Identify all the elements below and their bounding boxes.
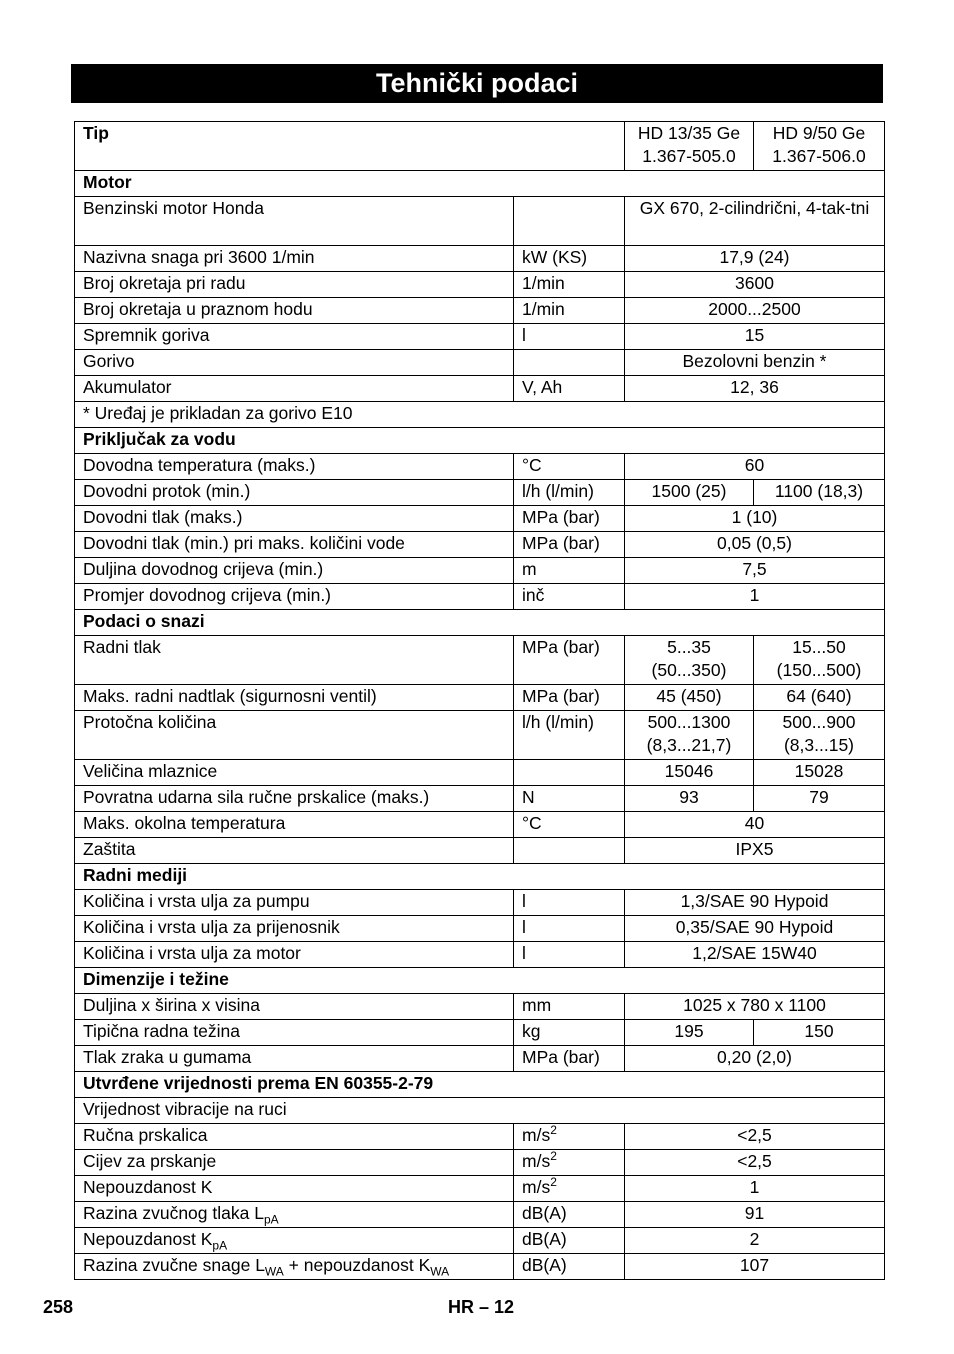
label-text: Povratna udarna sila ručne prskalice (maks.) (83, 787, 430, 807)
parameter-label (75, 636, 514, 685)
value-line-2: (50...350) (651, 660, 727, 680)
unit-text: m (522, 559, 537, 579)
unit-cell (514, 812, 625, 838)
label-text: Dovodna temperatura (maks.) (83, 455, 316, 475)
parameter-label (75, 454, 514, 480)
table-row (75, 1020, 885, 1046)
table-row (75, 916, 885, 942)
parameter-label (75, 1176, 514, 1202)
parameter-label (75, 272, 514, 298)
unit-text: l/h (l/min) (522, 481, 594, 501)
model-2-value (754, 685, 885, 711)
section-heading: Dimenzije i težine (75, 968, 885, 994)
section-footer: HR – 12 (448, 1297, 515, 1317)
label-text: Benzinski motor Honda (83, 198, 264, 218)
model-code-1: 1.367-505.0 (642, 146, 736, 166)
table-row (75, 532, 885, 558)
unit-superscript: 2 (550, 1149, 557, 1164)
table-row (75, 558, 885, 584)
shared-value: 91 (625, 1202, 885, 1228)
value-line: 15...50 (792, 637, 846, 657)
label-subscript: pA (263, 1212, 279, 1227)
parameter-label (75, 376, 514, 402)
label-text: Maks. okolna temperatura (83, 813, 286, 833)
label-text: Promjer dovodnog crijeva (min.) (83, 585, 332, 605)
table-row (75, 711, 885, 760)
table-row (75, 506, 885, 532)
table-row (75, 1176, 885, 1202)
value-line-2: (8,3...21,7) (646, 735, 732, 755)
unit-cell (514, 1202, 625, 1228)
section-heading: Utvrđene vrijednosti prema EN 60355-2-79 (75, 1072, 885, 1098)
model-1-value (625, 685, 754, 711)
table-row (75, 454, 885, 480)
table-row (75, 838, 885, 864)
value-line: 1500 (25) (651, 481, 727, 501)
unit-cell (514, 558, 625, 584)
parameter-label (75, 1202, 514, 1228)
section-heading: Podaci o snazi (75, 610, 885, 636)
parameter-label (75, 994, 514, 1020)
model-1-value (625, 480, 754, 506)
unit-text: dB(A) (522, 1203, 567, 1223)
unit-cell (514, 942, 625, 968)
shared-value: 0,20 (2,0) (625, 1046, 885, 1072)
type-label: Tip (75, 122, 625, 171)
unit-cell (514, 197, 625, 246)
shared-value: 40 (625, 812, 885, 838)
unit-text: kW (KS) (522, 247, 588, 267)
section-row (75, 968, 885, 994)
parameter-label (75, 838, 514, 864)
unit-text: 1/min (522, 299, 565, 319)
unit-text: N (522, 787, 535, 807)
unit-text: dB(A) (522, 1255, 567, 1275)
unit-text: m/s (522, 1151, 551, 1171)
parameter-label (75, 197, 514, 246)
label-text: Nepouzdanost K (83, 1177, 213, 1197)
parameter-label (75, 558, 514, 584)
unit-text: mm (522, 995, 552, 1015)
unit-text: kg (522, 1021, 541, 1041)
parameter-label (75, 942, 514, 968)
unit-cell (514, 838, 625, 864)
label-text: Duljina x širina x visina (83, 995, 261, 1015)
unit-cell (514, 685, 625, 711)
parameter-label (75, 1020, 514, 1046)
label-text: Količina i vrsta ulja za pumpu (83, 891, 310, 911)
model-2-value (754, 760, 885, 786)
label-text: Ručna prskalica (83, 1125, 208, 1145)
unit-cell (514, 246, 625, 272)
shared-value: 1 (625, 1176, 885, 1202)
label-text: Veličina mlaznice (83, 761, 218, 781)
unit-text: m/s (522, 1125, 551, 1145)
section-row (75, 864, 885, 890)
unit-cell (514, 916, 625, 942)
table-row (75, 890, 885, 916)
table-row (75, 812, 885, 838)
label-text: Nepouzdanost K (83, 1229, 213, 1249)
table-row (75, 1124, 885, 1150)
label-subscript: pA (212, 1238, 228, 1253)
shared-value: Bezolovni benzin * (625, 350, 885, 376)
parameter-label (75, 1254, 514, 1280)
unit-text: MPa (bar) (522, 686, 600, 706)
unit-cell (514, 1046, 625, 1072)
unit-text: l (522, 917, 526, 937)
table-row (75, 1228, 885, 1254)
shared-value: 3600 (625, 272, 885, 298)
shared-value: 2 (625, 1228, 885, 1254)
label-text: Dovodni tlak (maks.) (83, 507, 243, 527)
label-text: Protočna količina (83, 712, 217, 732)
parameter-label (75, 350, 514, 376)
model-2-value (754, 636, 885, 685)
shared-value: 60 (625, 454, 885, 480)
note-text: Vrijednost vibracije na ruci (75, 1098, 885, 1124)
model-1-value (625, 636, 754, 685)
model-name-2: HD 9/50 Ge (772, 123, 866, 143)
model-1-value (625, 711, 754, 760)
section-heading: Priključak za vodu (75, 428, 885, 454)
unit-text: m/s (522, 1177, 551, 1197)
table-row (75, 1202, 885, 1228)
model-2-value (754, 1020, 885, 1046)
unit-cell (514, 760, 625, 786)
parameter-label (75, 480, 514, 506)
shared-value: 0,05 (0,5) (625, 532, 885, 558)
page-number: 258 (43, 1297, 74, 1317)
shared-value: 1025 x 780 x 1100 (625, 994, 885, 1020)
label-text: Razina zvučne snage L (83, 1255, 265, 1275)
parameter-label (75, 324, 514, 350)
label-text: Količina i vrsta ulja za prijenosnik (83, 917, 340, 937)
unit-text: l (522, 325, 526, 345)
label-text: Maks. radni nadtlak (sigurnosni ventil) (83, 686, 377, 706)
unit-text: V, Ah (522, 377, 563, 397)
parameter-label (75, 298, 514, 324)
section-row (75, 1072, 885, 1098)
unit-text: MPa (bar) (522, 1047, 600, 1067)
unit-cell (514, 786, 625, 812)
table-row (75, 1046, 885, 1072)
table-row (75, 584, 885, 610)
unit-text: inč (522, 585, 545, 605)
label-text: Akumulator (83, 377, 172, 397)
unit-text: l/h (l/min) (522, 712, 594, 732)
table-row (75, 636, 885, 685)
unit-cell (514, 454, 625, 480)
label-text: Radni tlak (83, 637, 161, 657)
label-text: Nazivna snaga pri 3600 1/min (83, 247, 315, 267)
table-row (75, 1254, 885, 1280)
unit-text: °C (522, 813, 542, 833)
table-row (75, 480, 885, 506)
value-line: 500...1300 (647, 712, 731, 732)
shared-value: 1 (10) (625, 506, 885, 532)
model-name-1: HD 13/35 Ge (637, 123, 741, 143)
table-row (75, 197, 885, 246)
unit-text: l (522, 891, 526, 911)
unit-cell (514, 1150, 625, 1176)
unit-cell (514, 1254, 625, 1280)
value-line: 79 (809, 787, 829, 807)
parameter-label (75, 1228, 514, 1254)
label-text: Duljina dovodnog crijeva (min.) (83, 559, 324, 579)
parameter-label (75, 685, 514, 711)
unit-cell (514, 376, 625, 402)
shared-value: IPX5 (625, 838, 885, 864)
unit-cell (514, 711, 625, 760)
table-row (75, 246, 885, 272)
value-line: 5...35 (667, 637, 711, 657)
value-line: 15028 (794, 761, 844, 781)
parameter-label (75, 1124, 514, 1150)
section-row (75, 428, 885, 454)
parameter-label (75, 532, 514, 558)
shared-value: GX 670, 2-cilindrični, 4-tak-tni (625, 197, 885, 246)
label-text: Spremnik goriva (83, 325, 210, 345)
parameter-label (75, 1150, 514, 1176)
unit-cell (514, 272, 625, 298)
table-row (75, 786, 885, 812)
shared-value: 0,35/SAE 90 Hypoid (625, 916, 885, 942)
label-text-continued: + nepouzdanost K (283, 1255, 431, 1275)
table-row (75, 685, 885, 711)
value-line: 1100 (18,3) (774, 481, 864, 501)
unit-text: l (522, 943, 526, 963)
label-text: Dovodni tlak (min.) pri maks. količini vode (83, 533, 405, 553)
model-column-2 (754, 122, 885, 171)
unit-text: 1/min (522, 273, 565, 293)
parameter-label (75, 916, 514, 942)
note-row (75, 402, 885, 428)
value-line-2: (150...500) (776, 660, 862, 680)
label-text: Broj okretaja pri radu (83, 273, 246, 293)
label-text: Gorivo (83, 351, 135, 371)
page-title: Tehnički podaci (71, 64, 883, 103)
model-2-value (754, 711, 885, 760)
value-line: 500...900 (782, 712, 856, 732)
value-line: 15046 (664, 761, 714, 781)
label-text: Tlak zraka u gumama (83, 1047, 252, 1067)
label-text: Količina i vrsta ulja za motor (83, 943, 301, 963)
label-text: Tipična radna težina (83, 1021, 240, 1041)
label-text: Cijev za prskanje (83, 1151, 217, 1171)
table-row (75, 1150, 885, 1176)
parameter-label (75, 246, 514, 272)
value-line: 195 (674, 1021, 704, 1041)
shared-value: 17,9 (24) (625, 246, 885, 272)
unit-cell (514, 994, 625, 1020)
model-1-value (625, 786, 754, 812)
table-row (75, 272, 885, 298)
parameter-label (75, 1046, 514, 1072)
unit-cell (514, 1124, 625, 1150)
section-row (75, 171, 885, 197)
label-text: Razina zvučnog tlaka L (83, 1203, 264, 1223)
note-text: * Uređaj je prikladan za gorivo E10 (75, 402, 885, 428)
unit-cell (514, 480, 625, 506)
spec-table (74, 121, 885, 1280)
label-subscript-2: WA (430, 1264, 450, 1279)
table-row (75, 994, 885, 1020)
shared-value: <2,5 (625, 1124, 885, 1150)
table-row (75, 942, 885, 968)
value-line-2: (8,3...15) (783, 735, 855, 755)
note-row (75, 1098, 885, 1124)
shared-value: 12, 36 (625, 376, 885, 402)
model-column-1 (625, 122, 754, 171)
unit-text: dB(A) (522, 1229, 567, 1249)
shared-value: <2,5 (625, 1150, 885, 1176)
model-1-value (625, 760, 754, 786)
value-line: 64 (640) (786, 686, 852, 706)
unit-cell (514, 350, 625, 376)
model-2-value (754, 786, 885, 812)
parameter-label (75, 584, 514, 610)
unit-text: MPa (bar) (522, 533, 600, 553)
model-code-2: 1.367-506.0 (772, 146, 866, 166)
parameter-label (75, 506, 514, 532)
label-subscript: WA (264, 1264, 284, 1279)
parameter-label (75, 786, 514, 812)
unit-cell (514, 584, 625, 610)
value-line: 93 (679, 787, 699, 807)
unit-text: MPa (bar) (522, 507, 600, 527)
shared-value: 7,5 (625, 558, 885, 584)
table-row (75, 760, 885, 786)
unit-cell (514, 1176, 625, 1202)
label-text: Dovodni protok (min.) (83, 481, 251, 501)
unit-superscript: 2 (550, 1123, 557, 1138)
unit-text: °C (522, 455, 542, 475)
section-row (75, 610, 885, 636)
parameter-label (75, 760, 514, 786)
unit-superscript: 2 (550, 1175, 557, 1190)
table-row (75, 324, 885, 350)
unit-cell (514, 636, 625, 685)
unit-cell (514, 506, 625, 532)
unit-cell (514, 1020, 625, 1046)
shared-value: 107 (625, 1254, 885, 1280)
section-heading: Radni mediji (75, 864, 885, 890)
section-heading: Motor (75, 171, 885, 197)
unit-cell (514, 298, 625, 324)
model-2-value (754, 480, 885, 506)
unit-cell (514, 890, 625, 916)
parameter-label (75, 711, 514, 760)
table-row (75, 376, 885, 402)
shared-value: 2000...2500 (625, 298, 885, 324)
value-line: 150 (804, 1021, 834, 1041)
table-row (75, 350, 885, 376)
parameter-label (75, 812, 514, 838)
table-header-row (75, 122, 885, 171)
model-1-value (625, 1020, 754, 1046)
unit-cell (514, 324, 625, 350)
shared-value: 15 (625, 324, 885, 350)
unit-cell (514, 532, 625, 558)
label-text: Broj okretaja u praznom hodu (83, 299, 313, 319)
shared-value: 1 (625, 584, 885, 610)
value-line: 45 (450) (656, 686, 722, 706)
shared-value: 1,3/SAE 90 Hypoid (625, 890, 885, 916)
shared-value: 1,2/SAE 15W40 (625, 942, 885, 968)
table-row (75, 298, 885, 324)
label-text: Zaštita (83, 839, 136, 859)
unit-cell (514, 1228, 625, 1254)
unit-text: MPa (bar) (522, 637, 600, 657)
parameter-label (75, 890, 514, 916)
